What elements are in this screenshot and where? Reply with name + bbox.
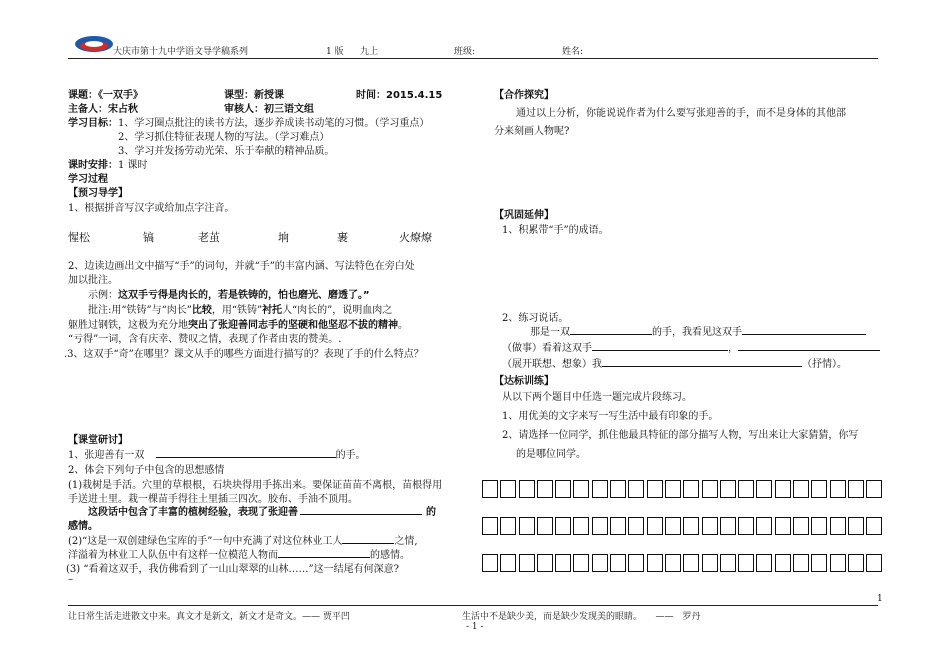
note-bold: 衬托 <box>262 305 283 316</box>
note-line1 <box>88 301 392 316</box>
writing-grid-cell[interactable] <box>848 480 864 498</box>
coop-text-line1: 通过以上分析，你能说说作者为什么要写张迎善的手，而不是身体的其他部 <box>516 108 846 119</box>
preview-q3: .3、这双手“奇”在哪里？课文从手的哪些方面进行描写的？表现了手的什么特点？ <box>64 349 424 360</box>
lesson-date: 时间：2015.4.15 <box>356 90 443 101</box>
coop-text-line2: 分来刻画人物呢? <box>494 126 570 137</box>
writing-grid-cell[interactable] <box>683 480 699 498</box>
schedule <box>68 156 148 171</box>
footer-quote-left: 让日常生活走进散文中来。真文才是新文，新文才是奇文。—— 贾平凹 <box>68 612 350 622</box>
class-s2-line1 <box>68 532 418 547</box>
goal-3: 3、学习并发扬劳动光荣、乐于奉献的精神品质。 <box>118 146 335 157</box>
preview-q1: 1、根据拼音写汉字或给加点字注音。 <box>68 203 235 214</box>
writing-grid-cell[interactable] <box>775 480 791 498</box>
writing-grid-cell[interactable] <box>830 480 846 498</box>
note-text: 躯胜过钢铁，这极为充分地 <box>68 320 188 331</box>
header-school: 大庆市第十九中学语文导学稿系列 <box>113 47 249 57</box>
writing-grid-cell[interactable] <box>775 517 791 535</box>
preview-q2-line1: 2、边读边画出文中描写“手”的词句，并就“手”的丰富内涵、写法特色在旁白处 <box>68 261 415 272</box>
writing-grid-cell[interactable] <box>738 480 754 498</box>
school-logo <box>74 34 114 57</box>
blank-line[interactable] <box>602 357 802 367</box>
pinyin-word-4: 垧 <box>278 231 289 244</box>
writing-grid-cell[interactable] <box>811 517 827 535</box>
schedule-value: 1 课时 <box>118 160 148 171</box>
writing-grid-cell[interactable] <box>738 517 754 535</box>
writing-grid-cell[interactable] <box>519 554 535 572</box>
class-q1 <box>68 446 366 461</box>
extend-q1: 1、积累带“手”的成语。 <box>502 225 609 236</box>
class-s2-suffix: 之情, <box>394 536 418 547</box>
writing-grid-cell[interactable] <box>555 554 571 572</box>
goal-1: 1、学习圈点批注的读书方法，逐步养成读书动笔的习惯。（学习重点） <box>118 118 430 129</box>
schedule-label: 课时安排： <box>68 160 118 171</box>
blank-line[interactable] <box>742 325 866 335</box>
writing-grid-cell[interactable] <box>628 480 644 498</box>
extend-title: 【巩固延伸】 <box>494 210 554 221</box>
example-label: 示例： <box>88 290 118 301</box>
header-edition: 1 版 <box>326 47 344 57</box>
writing-grid-cell[interactable] <box>811 554 827 572</box>
preview-title: 【预习导学】 <box>68 188 128 199</box>
writing-grid-cell[interactable] <box>537 554 553 572</box>
blank-line[interactable] <box>278 548 370 558</box>
pinyin-word-5: 裹 <box>337 231 348 244</box>
pinyin-word-3: 老茧 <box>198 231 220 244</box>
writing-grid-cell[interactable] <box>665 554 681 572</box>
note-text: 。 <box>398 320 408 331</box>
class-study-title: 【课堂研讨】 <box>68 435 128 446</box>
lesson-title: 课题：《一双手》 <box>68 90 143 101</box>
writing-grid-cell[interactable] <box>647 517 663 535</box>
writing-grid-cell[interactable] <box>592 554 608 572</box>
lesson-type: 课型：新授课 <box>224 90 284 101</box>
note-text: 人“肉长的”，说明血肉之 <box>282 305 393 316</box>
learning-goals <box>68 114 429 129</box>
blank-line[interactable] <box>342 534 394 544</box>
class-s2-line2 <box>68 546 410 561</box>
goal-2: 2、学习抓住特征表现人物的写法。（学习难点） <box>118 132 330 143</box>
speak-text: （展开联想、想象）我 <box>502 359 602 370</box>
writing-grid-cell[interactable] <box>866 517 882 535</box>
blank-line[interactable] <box>738 341 880 351</box>
blank-line[interactable] <box>592 341 728 351</box>
header-rule <box>68 58 878 59</box>
train-title: 【达标训练】 <box>494 376 554 387</box>
writing-grid-cell[interactable] <box>683 517 699 535</box>
class-s2-text: (2)“这是一双创建绿色宝库的手”一句中充满了对这位林业工人 <box>68 536 343 547</box>
speak-text: ， <box>728 343 738 354</box>
writing-grid-cell[interactable] <box>500 517 516 535</box>
writing-grid-cell[interactable] <box>665 517 681 535</box>
train-q1: 1、用优美的文字来写一写生活中最有印象的手。 <box>502 411 719 422</box>
writing-grid-cell[interactable] <box>793 480 809 498</box>
note-bold: 突出了张迎善同志手的坚硬和他坚忍不拔的精神 <box>188 320 398 331</box>
writing-grid-cell[interactable] <box>702 480 718 498</box>
train-q2-line2: 的是哪位同学。 <box>516 449 586 460</box>
writing-grid-cell[interactable] <box>756 480 772 498</box>
coop-title: 【合作探究】 <box>494 90 554 101</box>
writing-grid-cell[interactable] <box>573 480 589 498</box>
header-class-label: 班级: <box>454 47 476 57</box>
process-heading: 学习过程 <box>68 174 108 185</box>
writing-grid-cell[interactable] <box>720 554 736 572</box>
speak-text: （做事）看着这双手 <box>502 343 592 354</box>
speak-text: 的手，我看见这双手 <box>652 327 742 338</box>
note-text: ，用“铁铸” <box>211 305 263 316</box>
writing-grid-cell[interactable] <box>665 480 681 498</box>
note-line2 <box>68 316 408 331</box>
writing-grid-cell[interactable] <box>482 517 498 535</box>
writing-grid-cell[interactable] <box>482 480 498 498</box>
writing-grid-cell[interactable] <box>500 480 516 498</box>
footer-quote-right: 生活中不是缺少美，而是缺少发现美的眼睛。 —— 罗丹 <box>462 612 701 622</box>
note-text: 批注:用“铁铸”与“肉长” <box>88 305 192 316</box>
writing-grid-cell[interactable] <box>592 480 608 498</box>
writing-grid-cell[interactable] <box>555 517 571 535</box>
footer-rule <box>68 605 878 606</box>
class-s1-line2: 手送进土里。栽一棵苗手得往土里插三四次。胶布、手油不顶用。 <box>68 494 358 505</box>
writing-grid-cell[interactable] <box>830 517 846 535</box>
writing-grid-cell[interactable] <box>647 480 663 498</box>
writing-grid-cell[interactable] <box>756 517 772 535</box>
writing-grid-cell[interactable] <box>702 554 718 572</box>
writing-grid-cell[interactable] <box>628 517 644 535</box>
writing-grid-cell[interactable] <box>848 554 864 572</box>
writing-grid-cell[interactable] <box>555 480 571 498</box>
header-grade: 九上 <box>360 47 379 57</box>
preview-q2-line2: 加以批注。 <box>68 275 118 286</box>
pinyin-word-6: 火燎燎 <box>399 231 432 244</box>
dash-mark: – <box>68 574 73 585</box>
speak-text: （抒情）。 <box>802 359 847 370</box>
class-q1-text: 1、张迎善有一双 <box>68 450 145 461</box>
example <box>88 286 370 301</box>
side-page-number: 1 <box>877 594 883 604</box>
preparer: 主备人：宋占秋 <box>68 104 138 115</box>
writing-grid-cell[interactable] <box>848 517 864 535</box>
writing-grid-cell[interactable] <box>793 517 809 535</box>
writing-grid-cell[interactable] <box>738 554 754 572</box>
example-quote: 这双手亏得是肉长的，若是铁铸的，怕也磨光、磨透了。” <box>118 290 370 301</box>
blank-line[interactable] <box>570 325 652 335</box>
writing-grid-cell[interactable] <box>702 517 718 535</box>
blank-line[interactable] <box>300 505 422 515</box>
writing-grid-cell[interactable] <box>482 554 498 572</box>
writing-grid-cell[interactable] <box>720 480 736 498</box>
writing-grid-cell[interactable] <box>811 480 827 498</box>
class-s1-suffix: 的 <box>426 507 436 518</box>
writing-grid-cell[interactable] <box>647 554 663 572</box>
writing-grid-cell[interactable] <box>830 554 846 572</box>
train-q2-line1: 2、请选择一位同学，抓住他最具特征的部分描写人物，写出来让大家猜猜，你写 <box>502 430 859 441</box>
writing-grid-cell[interactable] <box>592 517 608 535</box>
class-s1-line3 <box>88 503 436 518</box>
class-s1-line1: (1)栽树是手活。穴里的草根根，石块块得用手拣出来。要保证苗苗不离根，苗根得用 <box>68 480 443 491</box>
writing-grid-cell[interactable] <box>866 554 882 572</box>
class-q2: 2、体会下列句子中包含的思想感情 <box>68 465 225 476</box>
speak-line3 <box>502 355 847 370</box>
writing-grid-cell[interactable] <box>573 517 589 535</box>
writing-grid-cell[interactable] <box>610 517 626 535</box>
note-bold: 比较 <box>191 305 212 316</box>
writing-grid-cell[interactable] <box>720 517 736 535</box>
writing-grid-cell[interactable] <box>775 554 791 572</box>
class-s3: (3) “看着这双手，我仿佛看到了一山山翠翠的山林……”这一结尾有何深意? <box>66 564 399 575</box>
writing-grid-cell[interactable] <box>500 554 516 572</box>
writing-grid-cell[interactable] <box>537 480 553 498</box>
writing-grid-cell[interactable] <box>610 480 626 498</box>
class-q1-suffix: 的手。 <box>335 450 366 461</box>
speak-text: 那是一双 <box>530 327 570 338</box>
speak-line2 <box>502 339 880 354</box>
speak-line1 <box>530 323 866 338</box>
writing-grid-cell[interactable] <box>610 554 626 572</box>
train-intro: 从以下两个题目中任选一题完成片段练习。 <box>502 392 692 403</box>
writing-grid-cell[interactable] <box>519 517 535 535</box>
extend-q2: 2、练习说话。 <box>502 313 569 324</box>
writing-grid[interactable] <box>482 480 885 581</box>
pinyin-word-1: 惺松 <box>68 231 90 244</box>
note-line3: “亏得”一词，含有庆幸、赞叹之情，表现了作者由衷的赞美。. <box>68 334 342 345</box>
class-s1-line4: 感情。 <box>68 521 98 532</box>
writing-grid-cell[interactable] <box>628 554 644 572</box>
writing-grid-cell[interactable] <box>519 480 535 498</box>
class-s2-text: 洋溢着为林业工人队伍中有这样一位模范人物而 <box>68 550 278 561</box>
class-s1-text: 这段话中包含了丰富的植树经验，表现了张迎善 <box>88 507 298 518</box>
writing-grid-cell[interactable] <box>683 554 699 572</box>
class-s2-suffix: 的感情。 <box>370 550 410 561</box>
pinyin-word-2: 镐 <box>143 231 154 244</box>
reviewer: 审核人：初三语文组 <box>224 104 314 115</box>
writing-grid-cell[interactable] <box>866 480 882 498</box>
footer-page-number: - 1 - <box>466 622 484 632</box>
writing-grid-cell[interactable] <box>793 554 809 572</box>
writing-grid-cell[interactable] <box>573 554 589 572</box>
blank-line[interactable] <box>156 448 336 458</box>
header-name-label: 姓名: <box>562 47 584 57</box>
writing-grid-cell[interactable] <box>756 554 772 572</box>
writing-grid-cell[interactable] <box>537 517 553 535</box>
goal-label: 学习目标： <box>68 118 118 129</box>
